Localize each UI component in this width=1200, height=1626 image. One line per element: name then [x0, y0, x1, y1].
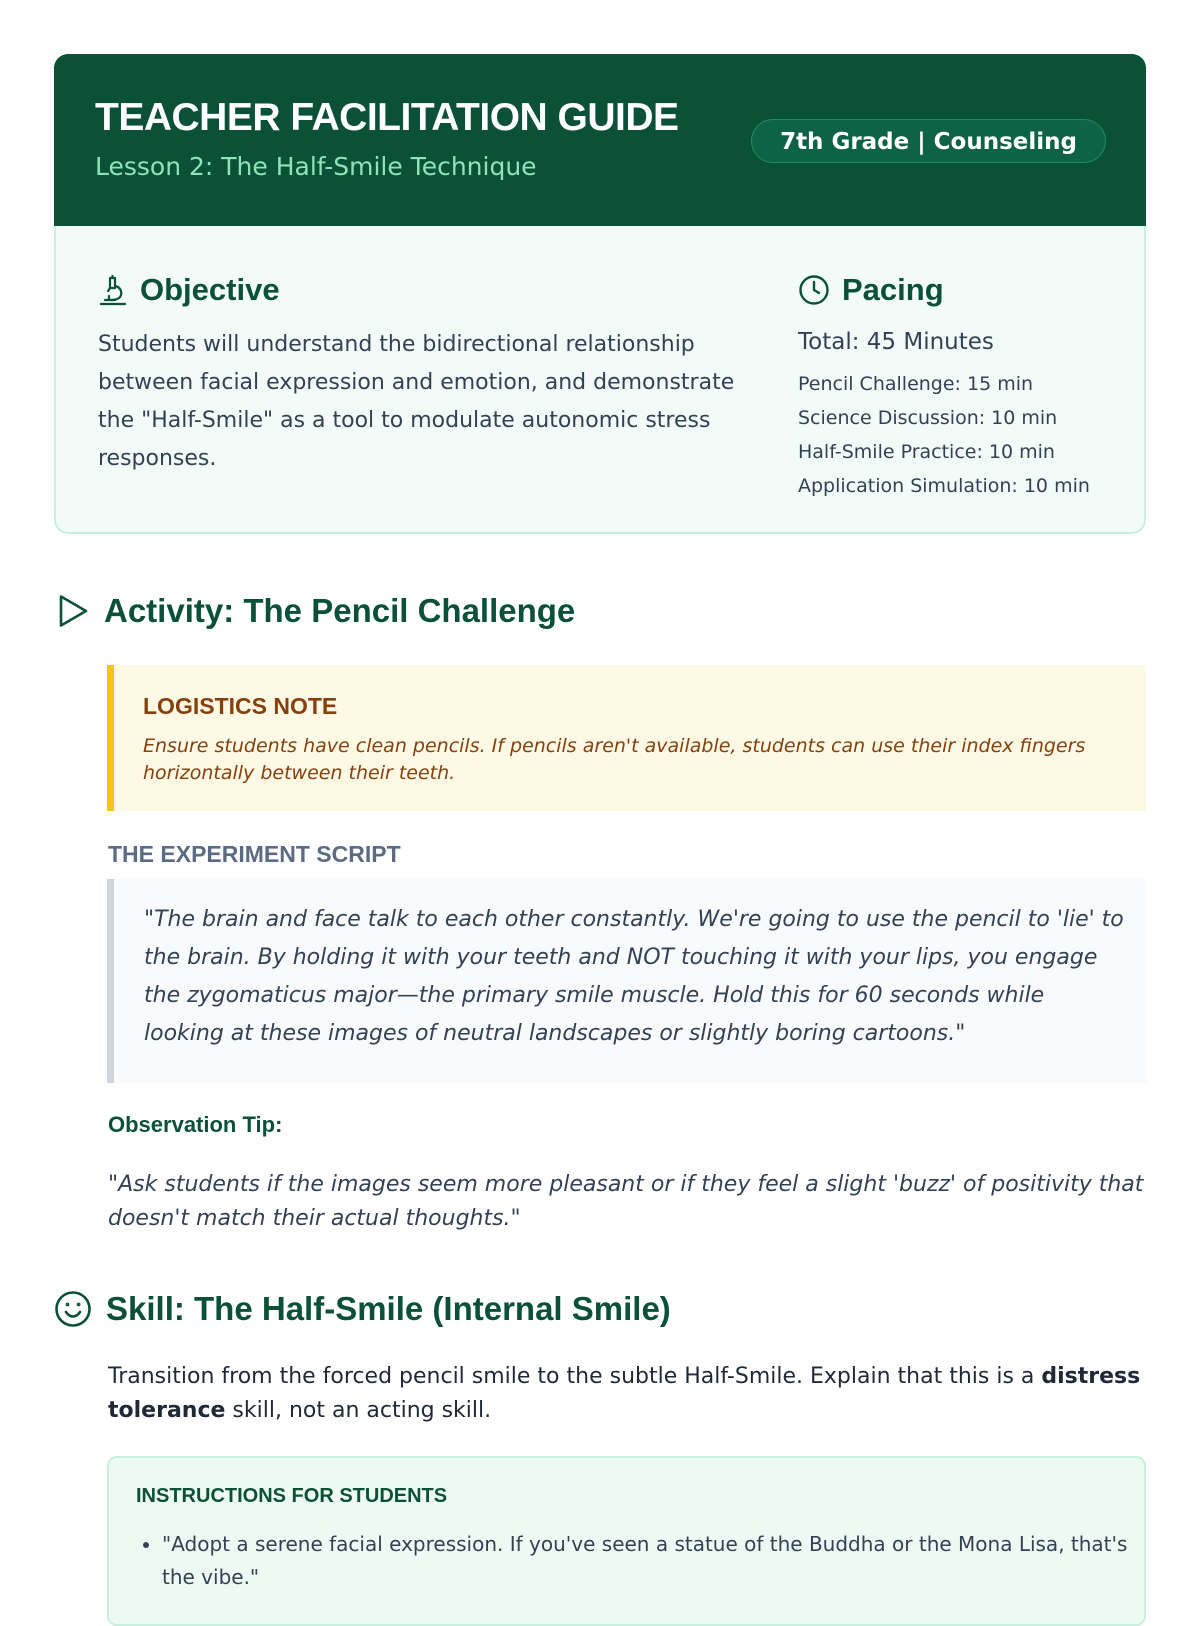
instruction-item: • "Adopt a serene facial expression. If you've seen a statue of the Buddha or the Mona Lisa, that's the vibe." — [162, 1528, 1142, 1594]
pacing-item: Application Simulation: 10 min — [798, 475, 1090, 497]
summary-card — [54, 226, 1146, 534]
grade-badge: 7th Grade | Counseling — [751, 119, 1106, 163]
skill-text-after: skill, not an acting skill. — [225, 1398, 492, 1423]
instructions-list — [136, 1528, 1142, 1594]
observation-tip-text: "Ask students if the images seem more pleasant or if they feel a slight 'buzz' of positivity that doesn't match their actual thoughts." — [108, 1172, 1144, 1231]
skill-title: Skill: The Half-Smile (Internal Smile) — [106, 1290, 671, 1327]
instructions-title: INSTRUCTIONS FOR STUDENTS — [136, 1485, 448, 1507]
objective-heading-label: Objective — [140, 272, 280, 307]
microscope-icon — [98, 274, 128, 306]
pacing-total: Total: 45 Minutes — [798, 329, 994, 355]
experiment-script-box — [107, 879, 1146, 1083]
activity-heading — [56, 592, 575, 630]
observation-tip-label: Observation Tip: — [108, 1112, 283, 1137]
experiment-script-text: "The brain and face talk to each other constantly. We're going to use the pencil to 'lie' to the brain. By holding it with your teeth and NOT touching it with your lips, you engage the zygomaticus major—the primary smile muscle. Hold this for 60 seconds while looking at these images of neutral landscapes or slightly boring cartoons." — [144, 907, 1124, 1046]
smile-icon — [54, 1290, 92, 1328]
logistics-note-title: LOGISTICS NOTE — [143, 693, 338, 719]
objective-text: Students will understand the bidirectional relationship between facial expression and emotion, and demonstrate the "Half-Smile" as a tool to modulate autonomic stress responses. — [98, 332, 735, 471]
objective-heading — [98, 272, 280, 308]
skill-text-before: Transition from the forced pencil smile to the subtle Half-Smile. Explain that this is a — [108, 1364, 1042, 1389]
experiment-script-label: THE EXPERIMENT SCRIPT — [108, 841, 401, 867]
logistics-note — [107, 665, 1146, 811]
skill-text-bold: distress tolerance — [108, 1364, 1141, 1423]
student-instructions-box — [107, 1456, 1146, 1626]
lesson-subtitle: Lesson 2: The Half-Smile Technique — [95, 152, 537, 181]
pacing-item: Half-Smile Practice: 10 min — [798, 441, 1055, 463]
skill-description — [108, 1360, 1148, 1428]
pacing-list — [798, 367, 1090, 503]
pacing-item: Pencil Challenge: 15 min — [798, 373, 1034, 395]
guide-title: TEACHER FACILITATION GUIDE — [95, 96, 679, 139]
skill-heading — [54, 1290, 671, 1328]
pacing-heading — [798, 272, 944, 308]
activity-title: Activity: The Pencil Challenge — [104, 592, 576, 629]
pacing-heading-label: Pacing — [842, 272, 944, 307]
clock-icon — [798, 274, 830, 306]
pacing-item: Science Discussion: 10 min — [798, 407, 1058, 429]
guide-header — [54, 54, 1146, 226]
play-icon — [56, 593, 90, 629]
logistics-note-text: Ensure students have clean pencils. If pencils aren't available, students can use their index fingers horizontally between their teeth. — [143, 735, 1086, 784]
